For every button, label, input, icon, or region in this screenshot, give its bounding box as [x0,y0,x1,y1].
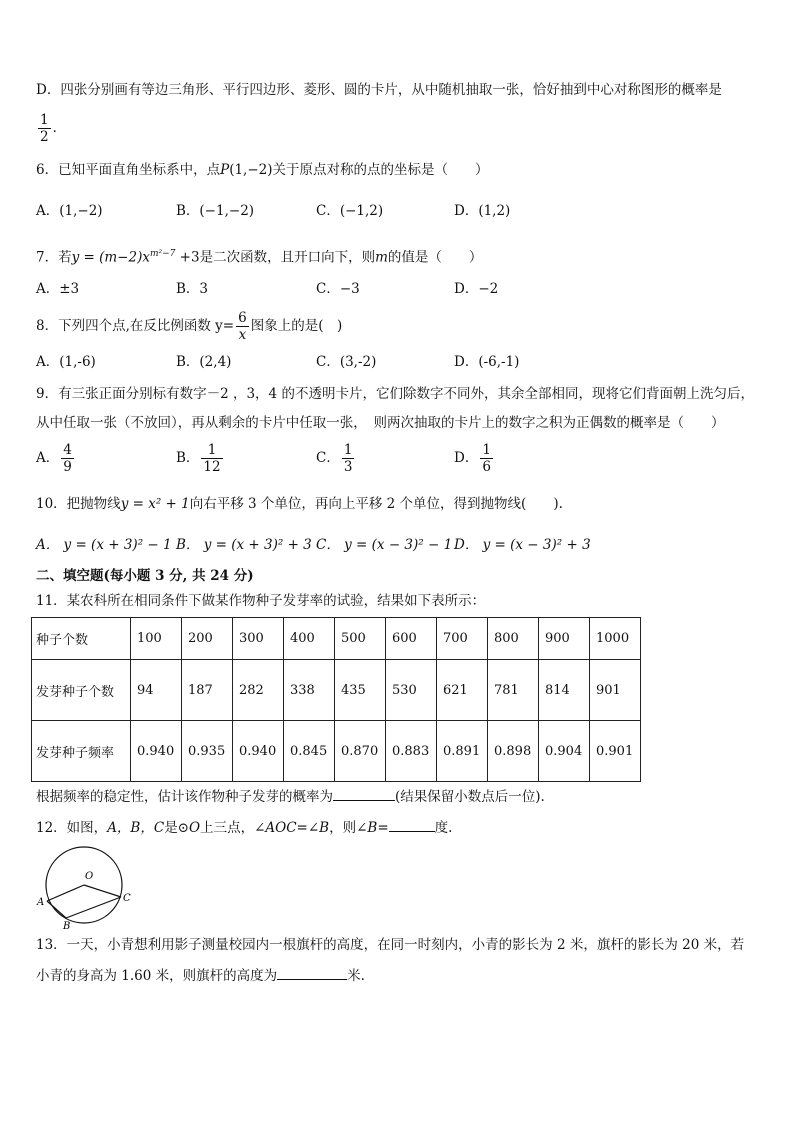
table-cell: 700 [437,618,488,660]
fraction: $\frac{6}{x}$ [238,310,247,343]
table-cell: 0.845 [284,721,335,782]
table-row-header: 发芽种子个数 [32,660,131,721]
q8-option-b: B．(2,4) [176,354,232,370]
radius-oa [47,885,84,901]
table-row [32,721,641,782]
table-cell: 500 [335,618,386,660]
q6-stem: 6．已知平面直角坐标系中，点P(1,−2)关于原点对称的点的坐标是（ ） [36,162,489,178]
q9-option-b: B． $\frac{1}{12}$ [176,442,221,475]
q9-option-a: A． $\frac{4}{9}$ [36,442,72,475]
q8-option-c: C．(3,-2) [316,354,377,370]
q8-stem: 8．下列四个点,在反比例函数 y= $\frac{6}{x}$ 图象上的是( ) [36,310,343,343]
table-cell: 0.940 [131,721,182,782]
q7-option-b: B．3 [176,281,209,297]
table-cell: 621 [437,660,488,721]
answer-blank [333,788,395,801]
table-cell: 187 [182,660,233,721]
table-cell: 0.891 [437,721,488,782]
q10-stem: 10．把抛物线y = x² + 1向右平移 3 个单位，再向上平移 2 个单位，得到抛物线( ). [36,496,563,512]
q10-option-a: A． y = (x + 3)² − 1 [36,537,172,553]
table-cell: 94 [131,660,182,721]
table-cell: 600 [386,618,437,660]
table-cell: 0.901 [590,721,641,782]
fraction: $\frac{1}{2}$ [40,112,49,145]
label-b: B [63,921,71,932]
table-cell: 0.898 [488,721,539,782]
q7-option-d: D．−2 [454,281,499,297]
table-row-header: 种子个数 [32,618,131,660]
table-cell: 100 [131,618,182,660]
q11-tail: 根据频率的稳定性，估计该作物种子发芽的概率为 (结果保留小数点后一位). [36,789,545,805]
q9-stem-line2: 从中任取一张（不放回），再从剩余的卡片中任取一张， 则两次抽取的卡片上的数字之积为正偶数的概率是（ ） [36,415,725,431]
q6-option-b: B．(−1,−2) [176,203,255,219]
q9-stem-line1: 9．有三张正面分别标有数字－2 ，3，4 的不透明卡片，它们除数字不同外，其余全部相同，现将它们背面朝上洗匀后， [36,386,754,402]
table-row [32,660,641,721]
table-cell: 200 [182,618,233,660]
answer-blank [389,819,435,832]
table-cell: 530 [386,660,437,721]
q6-option-a: A．(1,−2) [36,203,103,219]
q8-option-a: A．(1,-6) [36,354,96,370]
q9-option-d: D． $\frac{1}{6}$ [454,442,491,475]
q6-option-d: D．(1,2) [454,203,511,219]
label-o: O [85,871,94,882]
table-cell: 814 [539,660,590,721]
q9-option-c: C． $\frac{1}{3}$ [316,442,353,475]
table-cell: 435 [335,660,386,721]
q12-stem: 12．如图，A，B，C是⊙O上三点，∠AOC=∠B，则∠B= 度. [36,820,453,836]
table-cell: 0.883 [386,721,437,782]
table-row [32,618,641,660]
label-c: C [123,893,131,904]
radius-oc [84,885,121,897]
q7-option-a: A．±3 [36,281,80,297]
q5-option-d-text: D．四张分别画有等边三角形、平行四边形、菱形、圆的卡片，从中随机抽取一张，恰好抽到中心对称图形的概率是 [36,82,722,98]
fraction: $\frac{1}{6}$ [482,442,491,475]
q7-stem: 7．若$y = (m-2)x^{m^2-7} +3$是二次函数，且开口向下，则m的值是（ ） [36,249,483,266]
q10-option-d: D． y = (x − 3)² + 3 [454,537,591,553]
q13-stem-line1: 13．一天，小青想利用影子测量校园内一根旗杆的高度，在同一时刻内，小青的影长为 2 米，旗杆的影长为 20 米，若 [36,937,745,953]
q10-option-c: C． y = (x − 3)² − 1 [316,537,453,553]
table-cell: 901 [590,660,641,721]
table-cell: 800 [488,618,539,660]
q13-stem-line2: 小青的身高为 1.60 米，则旗杆的高度为 米. [36,968,365,984]
section-fill-in-title: 二、填空题(每小题 3 分, 共 24 分) [36,568,254,584]
table-cell: 1000 [590,618,641,660]
q10-option-b: B． y = (x + 3)² + 3 [176,537,312,553]
answer-blank [277,967,347,980]
germination-table [31,617,641,782]
fraction: $\frac{4}{9}$ [63,442,72,475]
q6-option-c: C．(−1,2) [316,203,384,219]
fraction: $\frac{1}{3}$ [343,442,353,475]
table-cell: 0.935 [182,721,233,782]
table-cell: 338 [284,660,335,721]
circle-figure [34,843,134,933]
table-cell: 0.870 [335,721,386,782]
table-cell: 300 [233,618,284,660]
q5-option-d [36,80,722,100]
table-cell: 0.904 [539,721,590,782]
table-cell: 0.940 [233,721,284,782]
chord-ab [47,901,66,918]
chord-bc [66,897,121,918]
label-a: A [37,897,45,908]
table-cell: 781 [488,660,539,721]
fraction: $\frac{1}{12}$ [203,442,221,475]
table-cell: 282 [233,660,284,721]
table-cell: 900 [539,618,590,660]
table-row-header: 发芽种子频率 [32,721,131,782]
q7-option-c: C．−3 [316,281,360,297]
table-cell: 400 [284,618,335,660]
q8-option-d: D．(-6,-1) [454,354,520,370]
q11-stem: 11．某农科所在相同条件下做某作物种子发芽率的试验，结果如下表所示： [36,593,486,609]
q5-option-d-fraction: $\frac{1}{2}$ ． [40,112,67,145]
